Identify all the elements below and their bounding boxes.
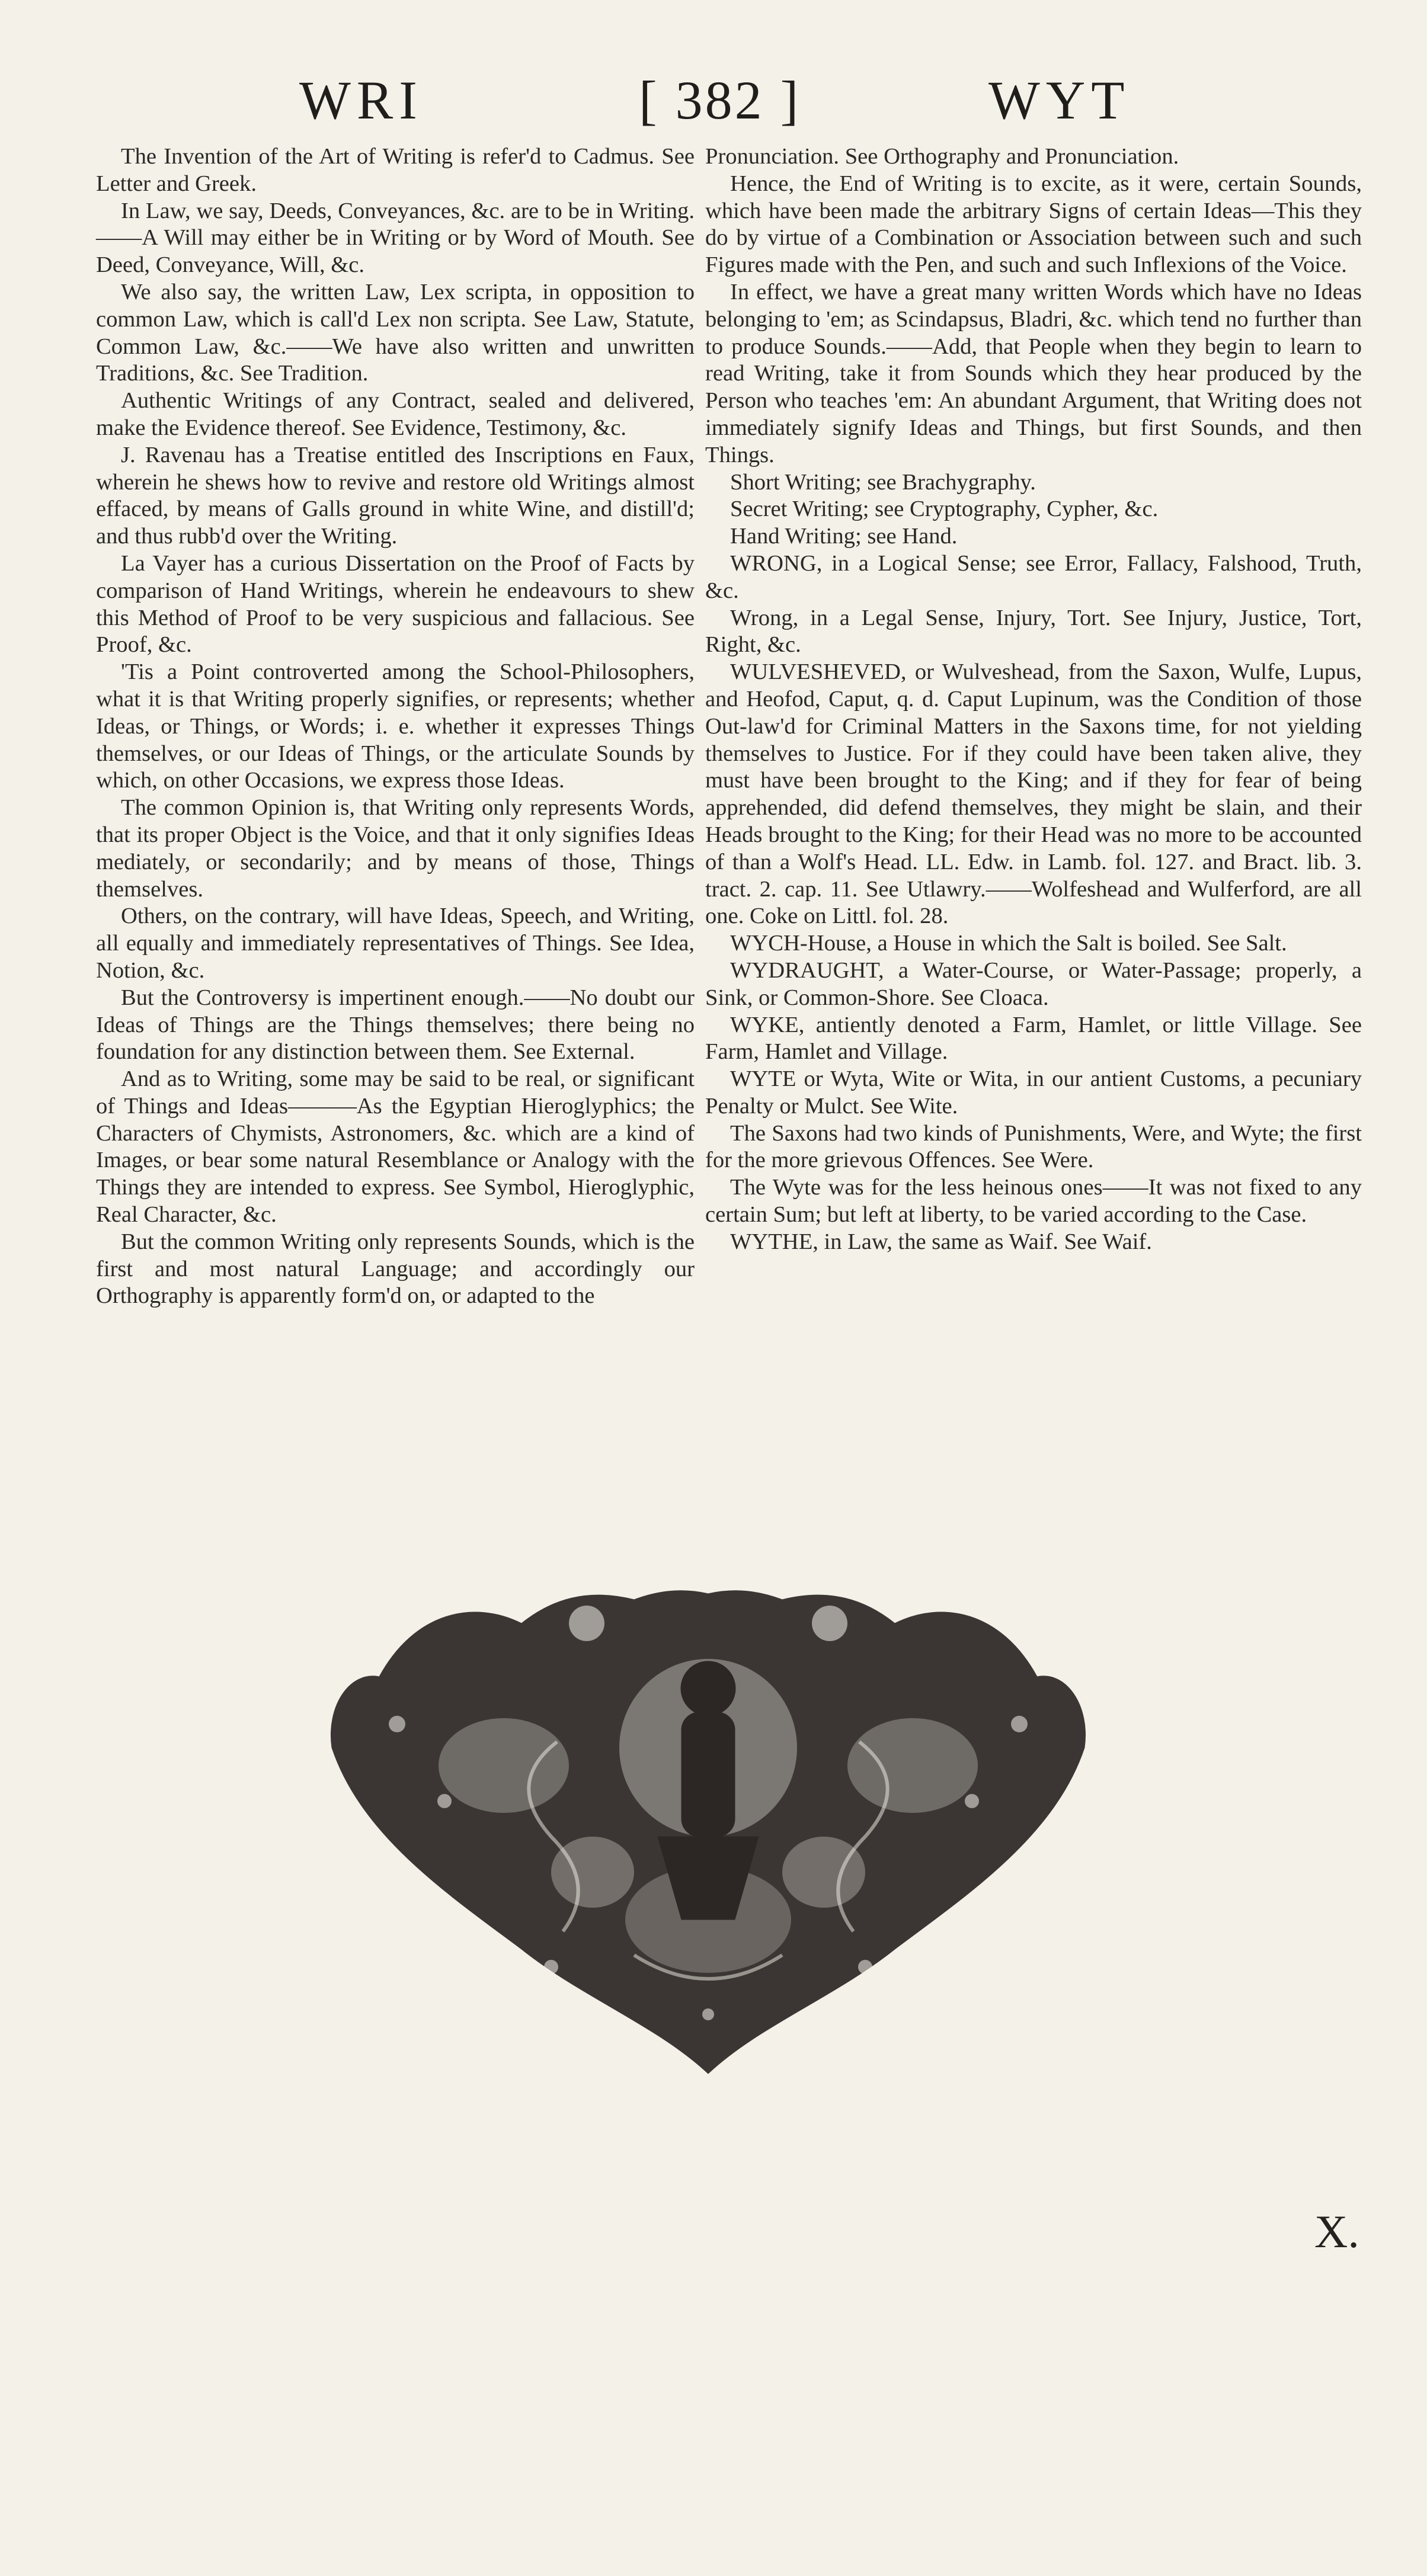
entry-wrong: WRONG, in a Logical Sense; see Error, Fallacy, Falshood, Truth, &c. bbox=[705, 550, 1362, 603]
paragraph: But the common Writing only represents Sounds, which is the first and most natural Language; and accordingly our Orthography is apparently form'd on, or adapted to the bbox=[96, 1229, 695, 1309]
paragraph: We also say, the written Law, Lex scripta, in opposition to common Law, which is call'd Lex non scripta. See Law, Statute, Common Law, &c.——We have also written and unwritten Traditions, &c. See Tradition. bbox=[96, 279, 695, 386]
paragraph: But the Controversy is impertinent enough.——No doubt our Ideas of Things are the Things themselves; there being no foundation for any distinction between them. See External. bbox=[96, 985, 695, 1065]
paragraph: Wrong, in a Legal Sense, Injury, Tort. See Injury, Justice, Tort, Right, &c. bbox=[705, 605, 1362, 658]
paragraph: La Vayer has a curious Dissertation on the Proof of Facts by comparison of Hand Writings, wherein he endeavours to shew this Method of Proof to be very suspicious and fallacious. See Proof, &c. bbox=[96, 550, 695, 658]
entry-wyke: WYKE, antiently denoted a Farm, Hamlet, or little Village. See Farm, Hamlet and Village. bbox=[705, 1012, 1362, 1065]
paragraph: Short Writing; see Brachygraphy. bbox=[730, 469, 1036, 495]
floral-cartouche-ornament-icon bbox=[326, 1588, 1090, 2085]
paragraph: Hand Writing; see Hand. bbox=[730, 524, 958, 549]
page-number: [ 382 ] bbox=[639, 70, 801, 130]
paragraph: Authentic Writings of any Contract, sealed and delivered, make the Evidence thereof. See Evidence, Testimony, &c. bbox=[96, 388, 695, 440]
paragraph: Pronunciation. See Orthography and Pronunciation. bbox=[705, 144, 1179, 169]
entry-wulveshevd: WULVESHEVED, or Wulveshead, from the Saxon, Wulfe, Lupus, and Heofod, Caput, q. d. Caput Lupinum, was the Condition of those Out-law'd for Criminal Matters in the Saxons time, for not yielding themselves to Justice. For if they could have been taken alive, they must have been brought to the King; and if they for fear of being apprehended, did defend themselves, they might be slain, and their Heads brought to the King; for their Head was no more to be accounted of than a Wolf's Head. LL. Edw. in Lamb. fol. 127. and Bract. lib. 3. tract. 2. cap. 11. See Utlawry.——Wolfeshead and Wulferford, are all one. Coke on Littl. fol. 28. bbox=[705, 659, 1362, 929]
entry-wydraught: WYDRAUGHT, a Water-Course, or Water-Passage; properly, a Sink, or Common-Shore. See Cloaca. bbox=[705, 957, 1362, 1010]
paragraph: In effect, we have a great many written Words which have no Ideas belonging to 'em; as Scindapsus, Bladri, &c. which tend no further than to produce Sounds.——Add, that People when they begin to learn to read Writing, take it from Sounds which they hear produced by the Person who teaches 'em: An abundant Argument, that Writing does not immediately signify Ideas and Things, but first Sounds, and then Things. bbox=[705, 279, 1362, 467]
paragraph: And as to Writing, some may be said to be real, or significant of Things and Ideas———As the Egyptian Hieroglyphics; the Characters of Chymists, Astronomers, &c. which are a kind of Images, or bear some natural Resemblance or Analogy with the Things they are intended to express. See Symbol, Hieroglyphic, Real Character, &c. bbox=[96, 1066, 695, 1228]
entry-wyte: WYTE or Wyta, Wite or Wita, in our antient Customs, a pecuniary Penalty or Mulct. See Wite. bbox=[705, 1066, 1362, 1119]
signature-mark: X. bbox=[1314, 2206, 1359, 2257]
page-header bbox=[0, 69, 1427, 134]
paragraph: 'Tis a Point controverted among the School-Philosophers, what it is that Writing properly signifies, or represents; whether Ideas, or Things, or Words; i. e. whether it expresses Things themselves, or our Ideas of Things, or the articulate Sounds by which, on other Occasions, we express those Ideas. bbox=[96, 659, 695, 793]
entry-wych-house: WYCH-House, a House in which the Salt is boiled. See Salt. bbox=[730, 931, 1287, 956]
running-head-right: WYT bbox=[988, 70, 1131, 130]
left-column bbox=[96, 143, 695, 1310]
paragraph: Secret Writing; see Cryptography, Cypher, &c. bbox=[730, 496, 1159, 522]
paragraph: The Invention of the Art of Writing is refer'd to Cadmus. See Letter and Greek. bbox=[96, 144, 695, 196]
paragraph: The Saxons had two kinds of Punishments, Were, and Wyte; the first for the more grievous Offences. See Were. bbox=[705, 1120, 1362, 1173]
paragraph: The Wyte was for the less heinous ones——It was not fixed to any certain Sum; but left at liberty, to be varied according to the Case. bbox=[705, 1175, 1362, 1228]
paragraph: Hence, the End of Writing is to excite, as it were, certain Sounds, which have been made the arbitrary Signs of certain Ideas—This they do by virtue of a Combination or Association between such and such Figures made with the Pen, and such and such Inflexions of the Voice. bbox=[705, 171, 1362, 278]
paragraph: In Law, we say, Deeds, Conveyances, &c. are to be in Writing.——A Will may either be in Writing or by Word of Mouth. See Deed, Conveyance, Will, &c. bbox=[96, 198, 695, 278]
right-column bbox=[705, 143, 1362, 1256]
entry-wythe: WYTHE, in Law, the same as Waif. See Waif. bbox=[730, 1229, 1152, 1254]
paragraph: The common Opinion is, that Writing only represents Words, that its proper Object is the Voice, and that it only signifies Ideas mediately, or secondarily; and by means of those, Things themselves. bbox=[96, 795, 695, 902]
paragraph: J. Ravenau has a Treatise entitled des Inscriptions en Faux, wherein he shews how to revive and restore old Writings almost effaced, by means of Galls ground in white Wine, and distill'd; and thus rubb'd over the Writing. bbox=[96, 442, 695, 549]
paragraph: Others, on the contrary, will have Ideas, Speech, and Writing, all equally and immediately representatives of Things. See Idea, Notion, &c. bbox=[96, 903, 695, 983]
running-head-left: WRI bbox=[299, 70, 423, 130]
